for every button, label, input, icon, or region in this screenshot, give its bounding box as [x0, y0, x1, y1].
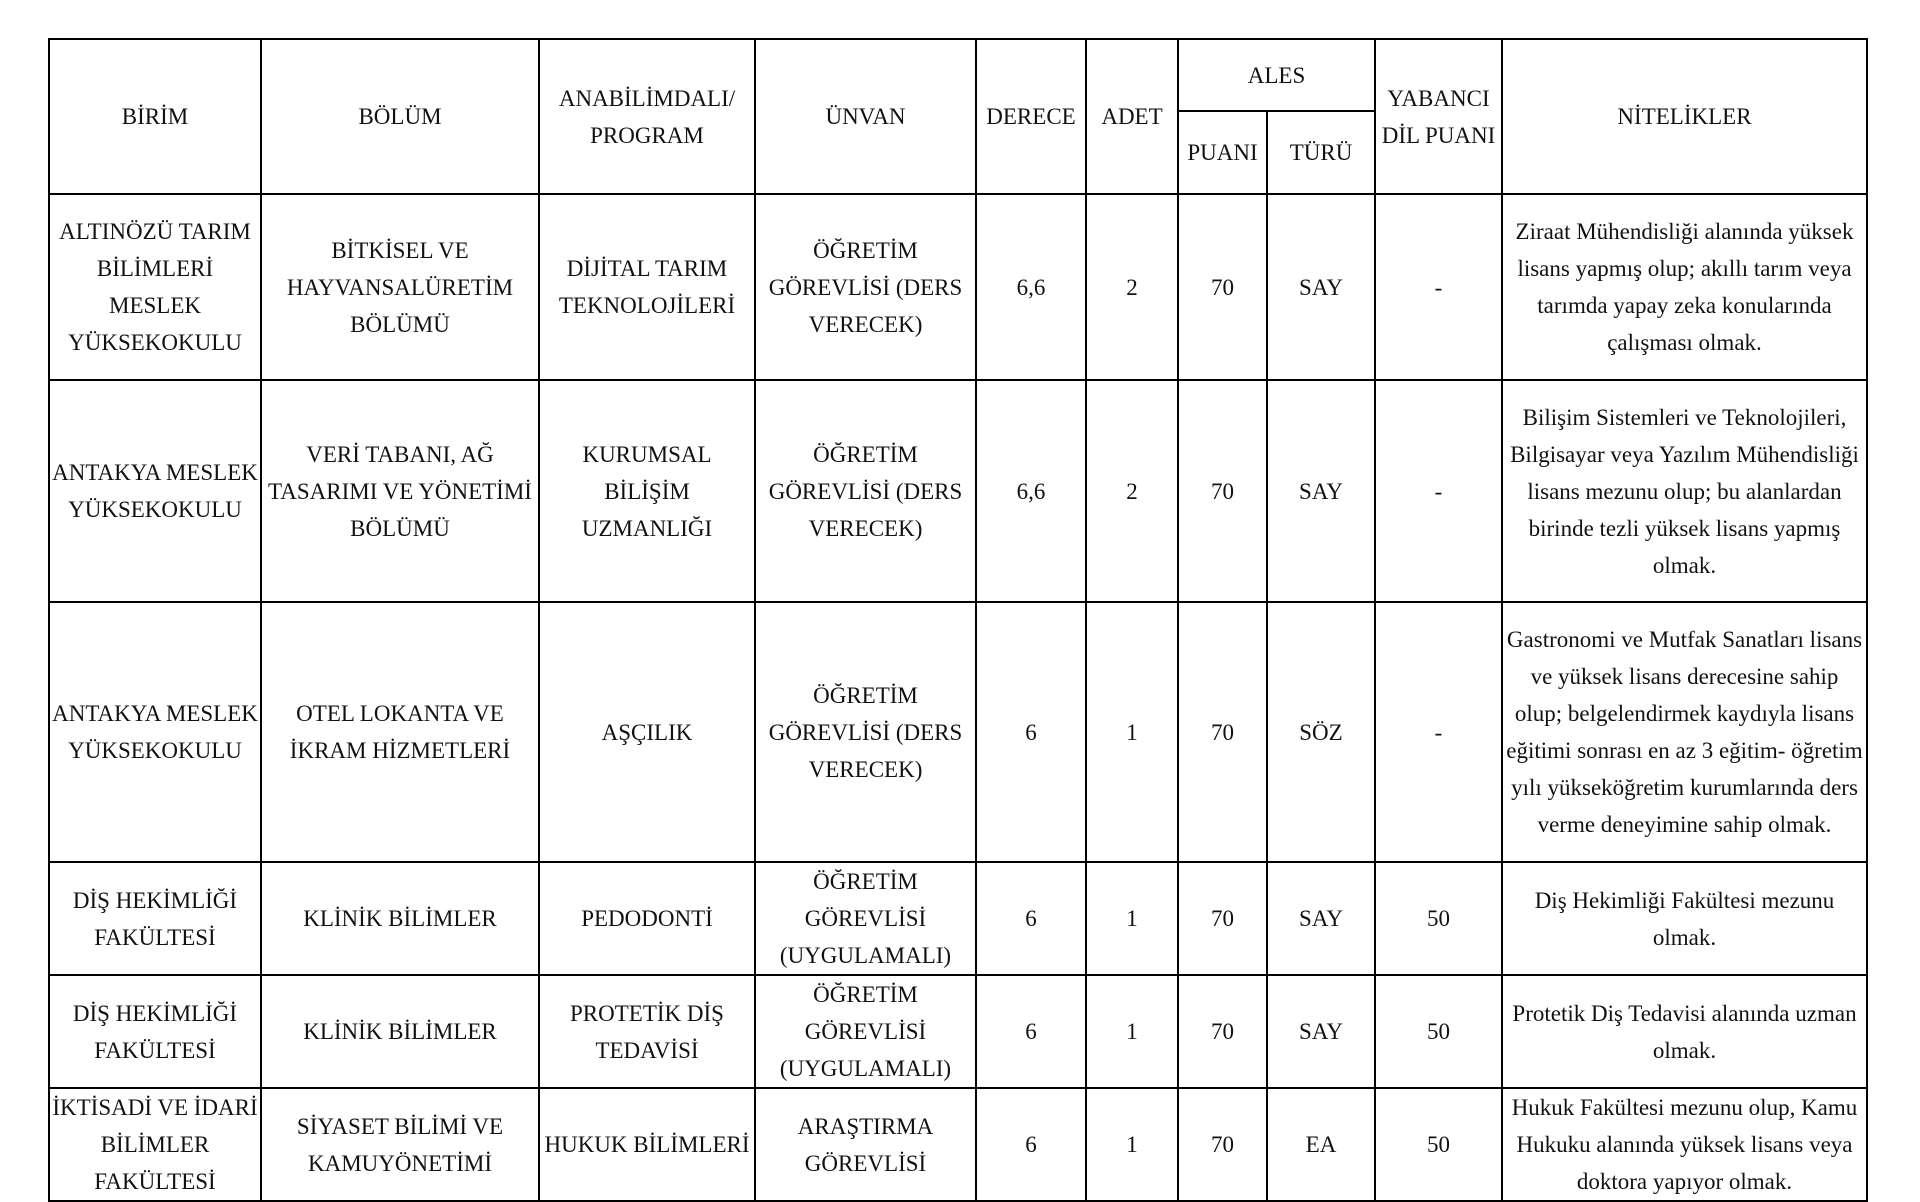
- header-derece: DERECE: [976, 39, 1086, 194]
- cell-birim: DİŞ HEKİMLİĞİ FAKÜLTESİ: [49, 862, 261, 975]
- cell-ales-turu: SAY: [1267, 862, 1375, 975]
- cell-bolum: VERİ TABANI, AĞ TASARIMI VE YÖNETİMİ BÖLÜMÜ: [261, 380, 539, 602]
- cell-derece: 6: [976, 975, 1086, 1088]
- cell-yabanci-dil: 50: [1375, 1088, 1502, 1201]
- cell-ales-puani: 70: [1178, 862, 1267, 975]
- cell-anabilim: DİJİTAL TARIM TEKNOLOJİLERİ: [539, 194, 755, 380]
- cell-bolum: KLİNİK BİLİMLER: [261, 975, 539, 1088]
- cell-anabilim: HUKUK BİLİMLERİ: [539, 1088, 755, 1201]
- cell-yabanci-dil: -: [1375, 380, 1502, 602]
- cell-nitelikler: Gastronomi ve Mutfak Sanatları lisans ve yüksek lisans derecesine sahip olup; belgelendirmek kaydıyla lisans eğitimi sonrası en az 3 eğitim- öğretim yılı yükseköğretim kurumlarında ders verme deneyimine sahip olmak.: [1502, 602, 1867, 862]
- header-nitelikler: NİTELİKLER: [1502, 39, 1867, 194]
- table-row: [49, 602, 1867, 862]
- header-yabanci-dil: YABANCI DİL PUANI: [1375, 39, 1502, 194]
- header-ales-puani: PUANI: [1178, 111, 1267, 194]
- cell-derece: 6: [976, 1088, 1086, 1201]
- header-anabilim: ANABİLİMDALI/ PROGRAM: [539, 39, 755, 194]
- cell-birim: ALTINÖZÜ TARIM BİLİMLERİ MESLEK YÜKSEKOKULU: [49, 194, 261, 380]
- cell-ales-puani: 70: [1178, 194, 1267, 380]
- cell-adet: 1: [1086, 862, 1178, 975]
- cell-yabanci-dil: 50: [1375, 862, 1502, 975]
- cell-nitelikler: Bilişim Sistemleri ve Teknolojileri, Bilgisayar veya Yazılım Mühendisliği lisans mezunu olup; bu alanlardan birinde tezli yüksek lisans yapmış olmak.: [1502, 380, 1867, 602]
- cell-bolum: OTEL LOKANTA VE İKRAM HİZMETLERİ: [261, 602, 539, 862]
- header-unvan: ÜNVAN: [755, 39, 976, 194]
- cell-ales-turu: SAY: [1267, 975, 1375, 1088]
- cell-birim: ANTAKYA MESLEK YÜKSEKOKULU: [49, 380, 261, 602]
- table-row: [49, 380, 1867, 602]
- cell-unvan: ÖĞRETİM GÖREVLİSİ (DERS VERECEK): [755, 602, 976, 862]
- cell-birim: İKTİSADİ VE İDARİ BİLİMLER FAKÜLTESİ: [49, 1088, 261, 1201]
- cell-ales-puani: 70: [1178, 602, 1267, 862]
- cell-unvan: ÖĞRETİM GÖREVLİSİ (DERS VERECEK): [755, 194, 976, 380]
- cell-adet: 1: [1086, 975, 1178, 1088]
- cell-derece: 6,6: [976, 194, 1086, 380]
- table-row: [49, 194, 1867, 380]
- cell-anabilim: AŞÇILIK: [539, 602, 755, 862]
- cell-ales-puani: 70: [1178, 1088, 1267, 1201]
- cell-anabilim: PEDODONTİ: [539, 862, 755, 975]
- cell-unvan: ÖĞRETİM GÖREVLİSİ (UYGULAMALI): [755, 862, 976, 975]
- header-birim: BİRİM: [49, 39, 261, 194]
- cell-ales-puani: 70: [1178, 380, 1267, 602]
- cell-birim: DİŞ HEKİMLİĞİ FAKÜLTESİ: [49, 975, 261, 1088]
- cell-yabanci-dil: 50: [1375, 975, 1502, 1088]
- cell-anabilim: PROTETİK DİŞ TEDAVİSİ: [539, 975, 755, 1088]
- cell-unvan: ÖĞRETİM GÖREVLİSİ (UYGULAMALI): [755, 975, 976, 1088]
- cell-unvan: ÖĞRETİM GÖREVLİSİ (DERS VERECEK): [755, 380, 976, 602]
- table-row: [49, 975, 1867, 1088]
- cell-derece: 6: [976, 602, 1086, 862]
- cell-derece: 6,6: [976, 380, 1086, 602]
- cell-bolum: SİYASET BİLİMİ VE KAMUYÖNETİMİ: [261, 1088, 539, 1201]
- cell-anabilim: KURUMSAL BİLİŞİM UZMANLIĞI: [539, 380, 755, 602]
- header-row: [49, 39, 1867, 111]
- cell-adet: 2: [1086, 380, 1178, 602]
- cell-unvan: ARAŞTIRMA GÖREVLİSİ: [755, 1088, 976, 1201]
- cell-bolum: BİTKİSEL VE HAYVANSALÜRETİM BÖLÜMÜ: [261, 194, 539, 380]
- cell-ales-turu: SÖZ: [1267, 602, 1375, 862]
- header-ales-turu: TÜRÜ: [1267, 111, 1375, 194]
- cell-ales-turu: SAY: [1267, 380, 1375, 602]
- header-adet: ADET: [1086, 39, 1178, 194]
- positions-table: [48, 38, 1868, 1202]
- cell-ales-turu: SAY: [1267, 194, 1375, 380]
- cell-adet: 1: [1086, 602, 1178, 862]
- cell-derece: 6: [976, 862, 1086, 975]
- cell-ales-puani: 70: [1178, 975, 1267, 1088]
- cell-nitelikler: Diş Hekimliği Fakültesi mezunu olmak.: [1502, 862, 1867, 975]
- cell-ales-turu: EA: [1267, 1088, 1375, 1201]
- document-page: [48, 38, 1868, 1202]
- cell-yabanci-dil: -: [1375, 602, 1502, 862]
- cell-nitelikler: Protetik Diş Tedavisi alanında uzman olmak.: [1502, 975, 1867, 1088]
- cell-birim: ANTAKYA MESLEK YÜKSEKOKULU: [49, 602, 261, 862]
- table-row: [49, 1088, 1867, 1201]
- cell-nitelikler: Ziraat Mühendisliği alanında yüksek lisans yapmış olup; akıllı tarım veya tarımda yapay zeka konularında çalışması olmak.: [1502, 194, 1867, 380]
- table-row: [49, 862, 1867, 975]
- header-ales: ALES: [1178, 39, 1375, 111]
- cell-yabanci-dil: -: [1375, 194, 1502, 380]
- header-bolum: BÖLÜM: [261, 39, 539, 194]
- cell-adet: 2: [1086, 194, 1178, 380]
- cell-bolum: KLİNİK BİLİMLER: [261, 862, 539, 975]
- cell-nitelikler: Hukuk Fakültesi mezunu olup, Kamu Hukuku alanında yüksek lisans veya doktora yapıyor olmak.: [1502, 1088, 1867, 1201]
- cell-adet: 1: [1086, 1088, 1178, 1201]
